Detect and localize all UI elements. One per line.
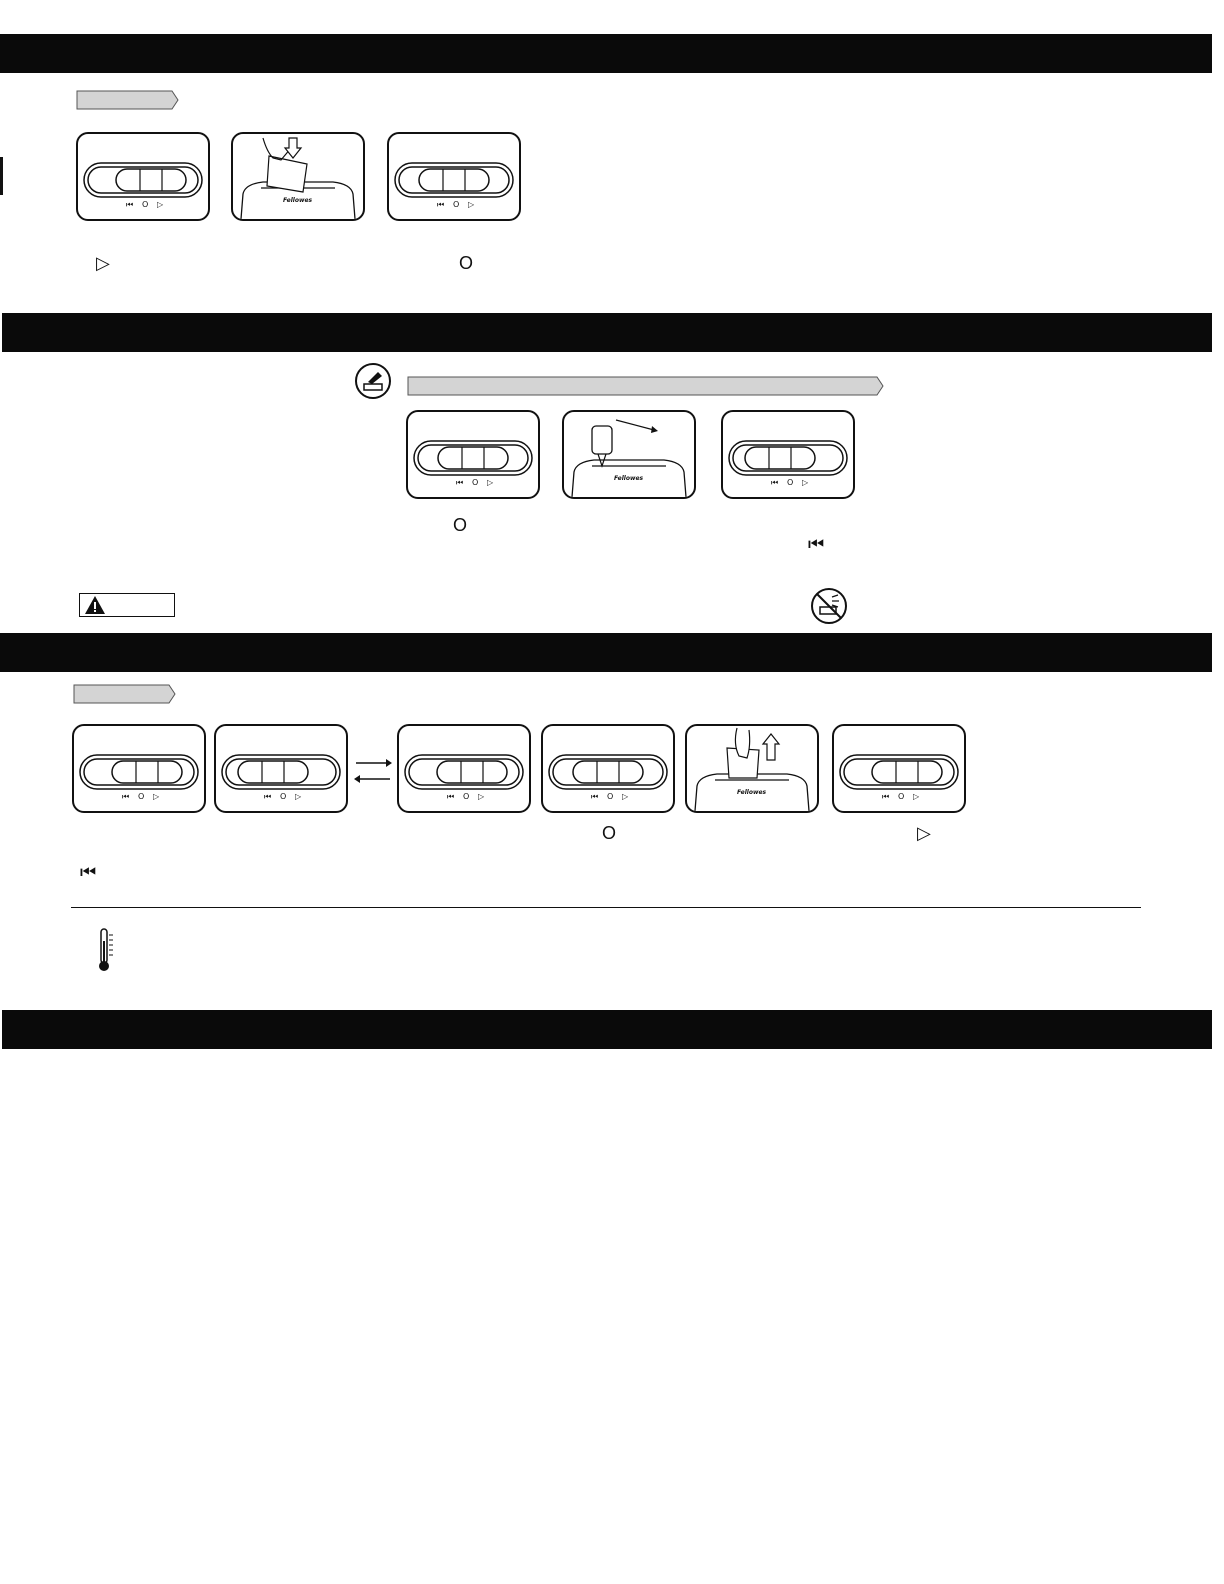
switch-graphic — [216, 726, 346, 811]
switch-graphic — [74, 726, 204, 811]
switch-panel-oil-off — [406, 410, 540, 499]
switch-label-off: O — [607, 792, 614, 801]
switch-label-reverse: ⏮ — [447, 792, 455, 801]
auto-symbol: ▷ — [96, 253, 110, 273]
switch-label-reverse: ⏮ — [122, 792, 130, 801]
switch-graphic — [543, 726, 673, 811]
switch-panel-jam-1 — [72, 724, 206, 813]
switch-label-auto: ▷ — [153, 792, 160, 801]
off-symbol-3: O — [602, 823, 617, 843]
edge-marker — [0, 157, 3, 195]
switch-label-auto: ▷ — [487, 478, 494, 487]
switch-label-auto: ▷ — [478, 792, 485, 801]
switch-label-reverse: ⏮ — [437, 200, 445, 209]
switch-label-off: O — [142, 200, 149, 209]
brand-logo: Fellowes — [737, 789, 767, 796]
switch-panel-jam-4 — [541, 724, 675, 813]
step-tab-1 — [76, 90, 180, 110]
switch-panel-jam-3 — [397, 724, 531, 813]
switch-panel-oil-reverse — [721, 410, 855, 499]
switch-panel-auto — [76, 132, 210, 221]
oil-drawing — [564, 412, 694, 497]
switch-label-reverse: ⏮ — [126, 200, 134, 209]
no-aerosol-icon — [810, 587, 848, 625]
forward-reverse-arrows-icon — [352, 755, 394, 787]
brand-logo: Fellowes — [283, 197, 313, 204]
switch-label-reverse: ⏮ — [882, 792, 890, 801]
section-bar-1 — [0, 34, 1212, 73]
section-bar-3 — [0, 633, 1212, 672]
switch-graphic — [389, 134, 519, 219]
insert-drawing — [233, 134, 363, 219]
insert-paper-illustration — [231, 132, 365, 221]
switch-panel-off — [387, 132, 521, 221]
switch-label-auto: ▷ — [913, 792, 920, 801]
oil-icon — [354, 362, 392, 400]
switch-label-off: O — [463, 792, 470, 801]
switch-graphic — [399, 726, 529, 811]
switch-label-auto: ▷ — [295, 792, 302, 801]
switch-panel-jam-6 — [832, 724, 966, 813]
switch-label-auto: ▷ — [622, 792, 629, 801]
brand-logo: Fellowes — [614, 475, 644, 482]
section-bar-2 — [2, 313, 1212, 352]
thermometer-icon — [94, 927, 116, 973]
switch-label-reverse: ⏮ — [591, 792, 599, 801]
switch-label-off: O — [898, 792, 905, 801]
switch-label-auto: ▷ — [157, 200, 164, 209]
switch-label-off: O — [787, 478, 794, 487]
reverse-symbol-2: ⏮ — [80, 862, 97, 882]
off-symbol-2: O — [453, 515, 468, 535]
switch-panel-jam-2 — [214, 724, 348, 813]
warning-triangle-icon — [83, 594, 107, 616]
switch-label-off: O — [138, 792, 145, 801]
switch-label-reverse: ⏮ — [456, 478, 464, 487]
switch-label-off: O — [453, 200, 460, 209]
switch-graphic — [78, 134, 208, 219]
switch-graphic — [723, 412, 853, 497]
step-tab-3 — [73, 684, 177, 704]
switch-graphic — [834, 726, 964, 811]
reverse-symbol: ⏮ — [808, 534, 825, 554]
warning-label — [79, 593, 175, 617]
divider-line — [71, 907, 1141, 908]
remove-drawing — [687, 726, 817, 811]
switch-label-auto: ▷ — [468, 200, 475, 209]
switch-label-reverse: ⏮ — [264, 792, 272, 801]
section-bar-4 — [2, 1010, 1212, 1049]
switch-graphic — [408, 412, 538, 497]
remove-paper-illustration — [685, 724, 819, 813]
oil-application-illustration — [562, 410, 696, 499]
auto-symbol-2: ▷ — [917, 823, 931, 843]
switch-label-off: O — [280, 792, 287, 801]
switch-label-reverse: ⏮ — [771, 478, 779, 487]
switch-label-off: O — [472, 478, 479, 487]
switch-label-auto: ▷ — [802, 478, 809, 487]
off-symbol: O — [459, 253, 474, 273]
step-tab-2 — [407, 376, 885, 396]
